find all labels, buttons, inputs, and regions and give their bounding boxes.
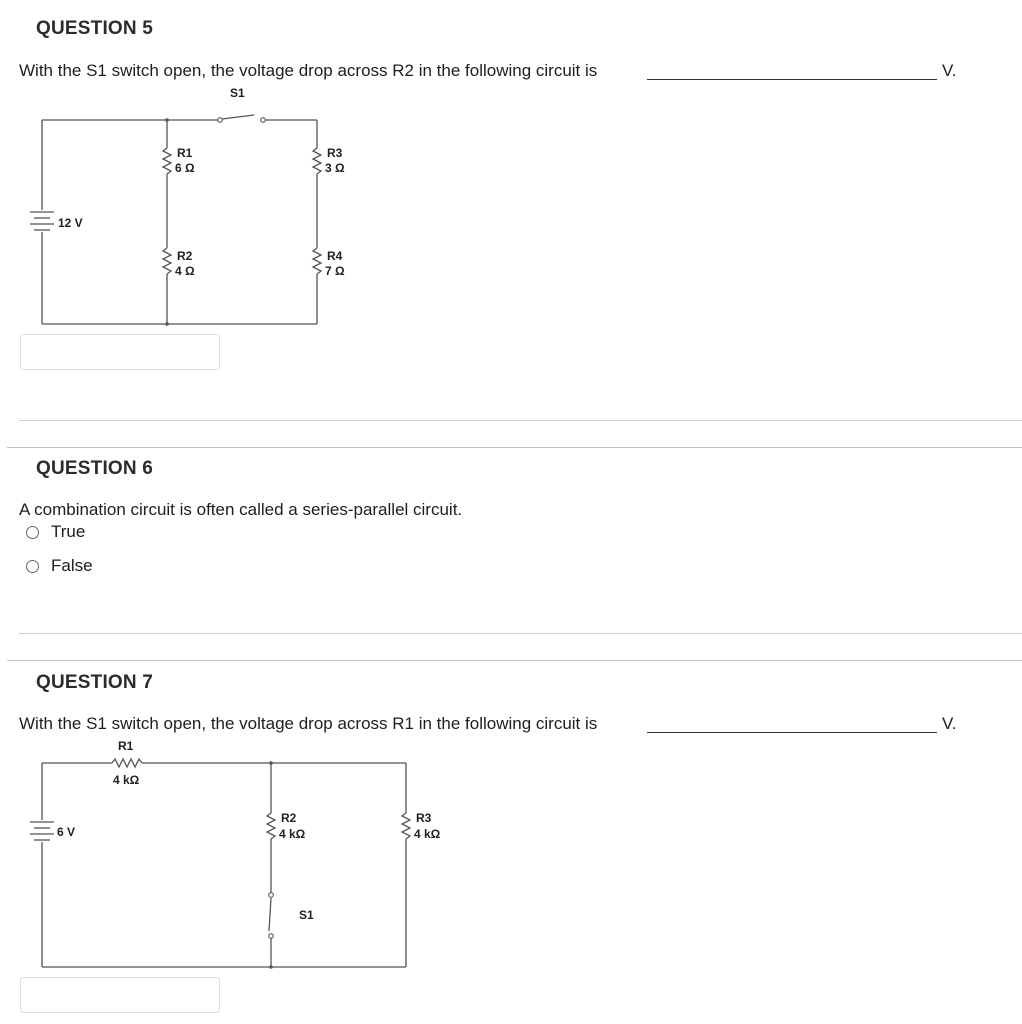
resistor-r1-name: R1 [118,739,134,753]
resistor-r3-icon [313,148,321,174]
radio-false[interactable] [26,560,39,573]
resistor-r4-value: 7 Ω [325,264,345,278]
resistor-r3-value: 3 Ω [325,161,345,175]
battery-voltage-label: 6 V [57,825,76,839]
option-false[interactable] [26,556,93,576]
option-false-label: False [51,556,93,575]
resistor-r1-icon [163,148,171,174]
question-7-title: QUESTION 7 [36,672,154,693]
radio-true[interactable] [26,526,39,539]
resistor-r4-icon [313,248,321,274]
option-true[interactable] [26,522,85,542]
resistor-r1-icon [112,759,142,767]
switch-s1-label: S1 [299,908,314,922]
question-5-answer-input[interactable] [20,334,220,370]
resistor-r2-value: 4 kΩ [279,827,306,841]
question-7-blank-line [647,732,937,733]
resistor-r3-name: R3 [416,811,432,825]
question-6-separator [19,633,1022,634]
resistor-r2-value: 4 Ω [175,264,195,278]
resistor-r1-value: 6 Ω [175,161,195,175]
switch-s1-contact-top-icon [269,893,274,898]
resistor-r3-name: R3 [327,146,343,160]
question-5-title: QUESTION 5 [36,18,154,39]
resistor-r2-icon [163,248,171,274]
question-5-text: With the S1 switch open, the voltage drop across R2 in the following circuit is [19,61,598,80]
question-7-text: With the S1 switch open, the voltage drop across R1 in the following circuit is [19,714,598,733]
question-7-circuit-diagram [20,735,450,975]
question-5-circuit-diagram [20,82,365,337]
question-6-top-divider [7,447,1022,448]
question-6-title: QUESTION 6 [36,458,154,479]
option-true-label: True [51,522,86,541]
question-7-top-divider [7,660,1022,661]
switch-s1-contact-bottom-icon [269,934,274,939]
question-5-separator [19,420,1022,421]
resistor-r2-icon [267,813,275,839]
resistor-r3-value: 4 kΩ [414,827,441,841]
battery-voltage-label: 12 V [58,216,83,230]
battery-icon [30,212,54,230]
resistor-r1-name: R1 [177,146,193,160]
question-7-answer-input[interactable] [20,977,220,1013]
question-5-unit: V. [942,61,957,80]
resistor-r3-icon [402,813,410,839]
switch-s1-contact-right-icon [261,118,266,123]
resistor-r2-name: R2 [177,249,193,263]
resistor-r1-value: 4 kΩ [113,773,140,787]
switch-s1-contact-left-icon [218,118,223,123]
question-5-blank-line [647,79,937,80]
resistor-r2-name: R2 [281,811,297,825]
question-6-text: A combination circuit is often called a series-parallel circuit. [19,500,463,519]
question-7-unit: V. [942,714,957,733]
switch-s1-label: S1 [230,86,245,100]
battery-icon [30,822,54,840]
resistor-r4-name: R4 [327,249,343,263]
